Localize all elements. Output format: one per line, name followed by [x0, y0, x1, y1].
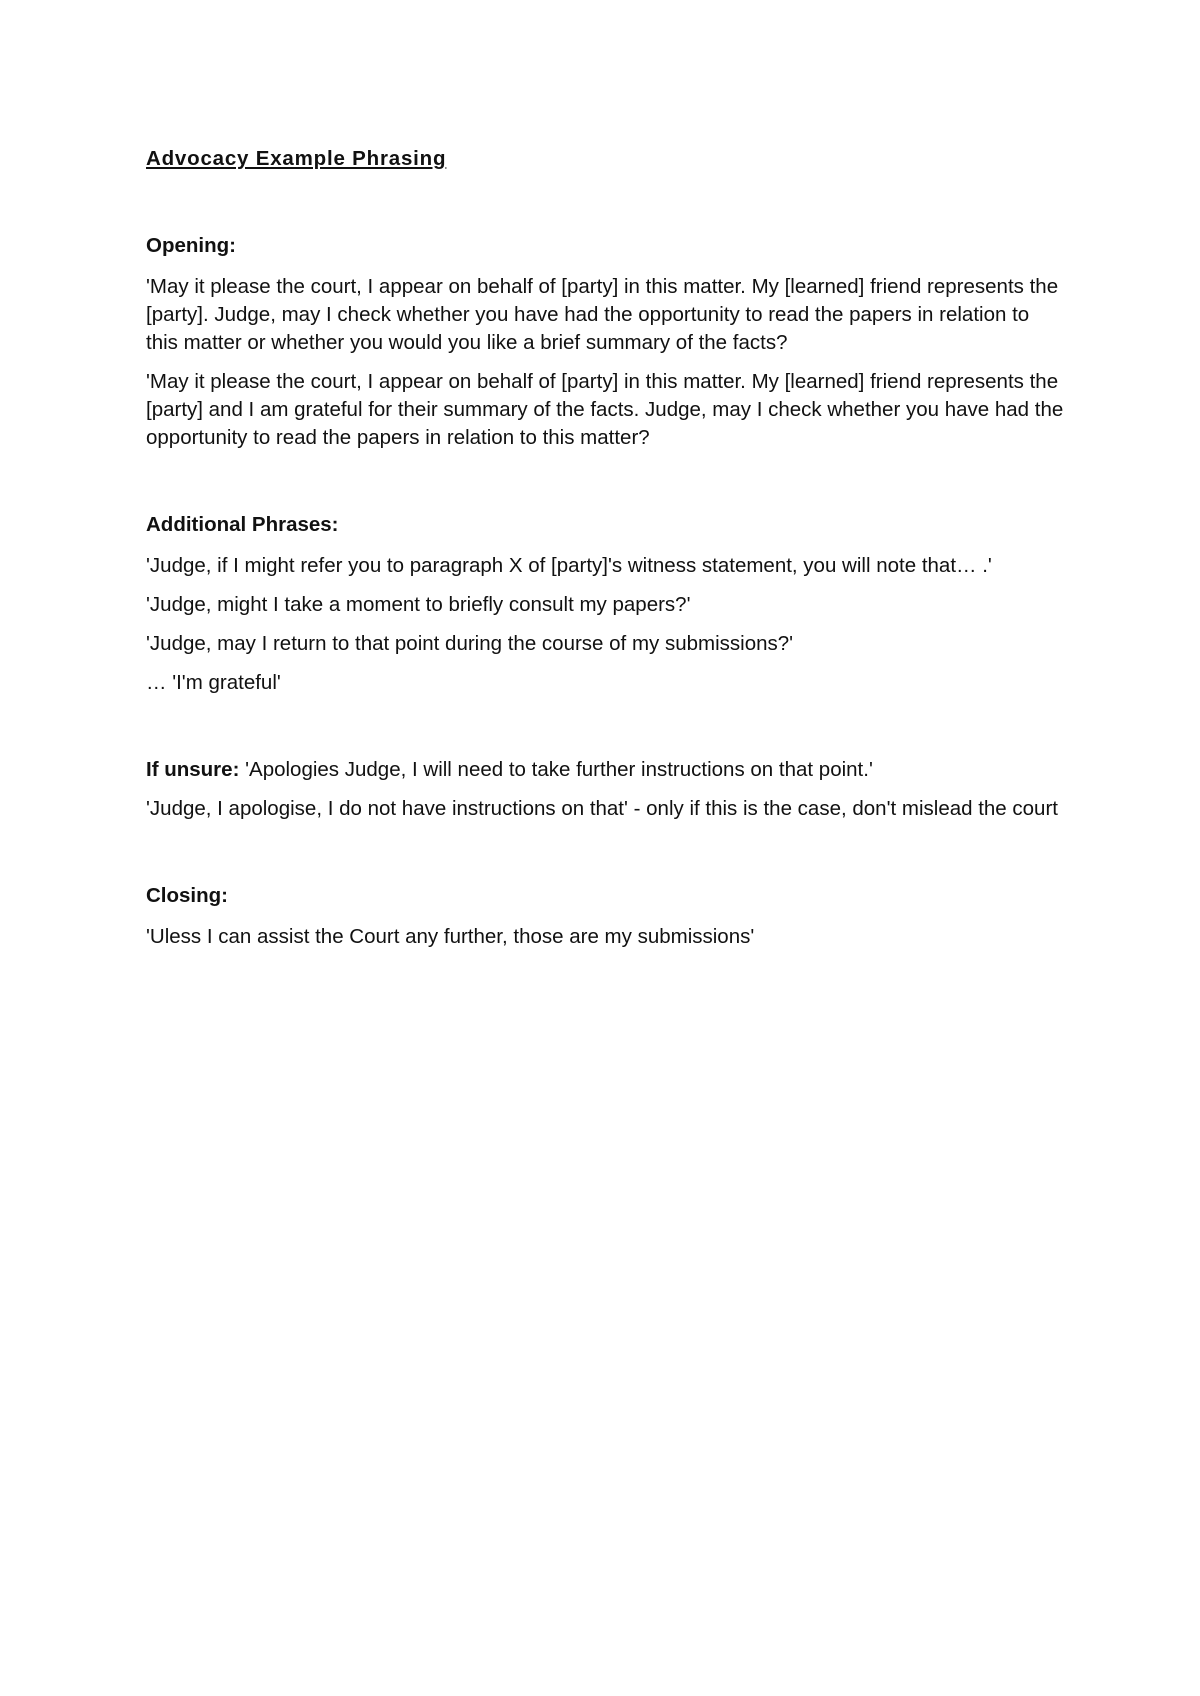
additional-phrase-2: 'Judge, might I take a moment to briefly consult my papers?' [146, 593, 691, 616]
if-unsure-text: 'Apologies Judge, I will need to take further instructions on that point.' [239, 758, 873, 781]
additional-phrase-3: 'Judge, may I return to that point during the course of my submissions?' [146, 632, 794, 655]
opening-paragraph-1: 'May it please the court, I appear on behalf of [party] in this matter. My [learned] friend represents the [party]. Judge, may I check whether you have had the opportunity to read the papers in relation to this matter or whether you would you like a brief summary of the facts? [146, 275, 1059, 354]
document-page [146, 145, 1066, 951]
opening-heading: Opening: [146, 234, 236, 257]
additional-phrase-1: 'Judge, if I might refer you to paragraph X of [party]'s witness statement, you will note that… .' [146, 554, 992, 577]
closing-heading: Closing: [146, 884, 228, 907]
closing-paragraph: 'Uless I can assist the Court any further, those are my submissions' [146, 925, 755, 948]
additional-phrase-4: … 'I'm grateful' [146, 671, 281, 694]
if-unsure-paragraph [146, 756, 1066, 784]
additional-phrases-heading: Additional Phrases: [146, 513, 339, 536]
document-title: Advocacy Example Phrasing [146, 147, 447, 170]
unsure-followup-paragraph: 'Judge, I apologise, I do not have instructions on that' - only if this is the case, don't mislead the court [146, 797, 1058, 820]
if-unsure-label: If unsure: [146, 758, 240, 781]
opening-paragraph-2: 'May it please the court, I appear on behalf of [party] in this matter. My [learned] friend represents the [party] and I am grateful for their summary of the facts. Judge, may I check whether you have had the opportunity to read the papers in relation to this matter? [146, 370, 1064, 449]
